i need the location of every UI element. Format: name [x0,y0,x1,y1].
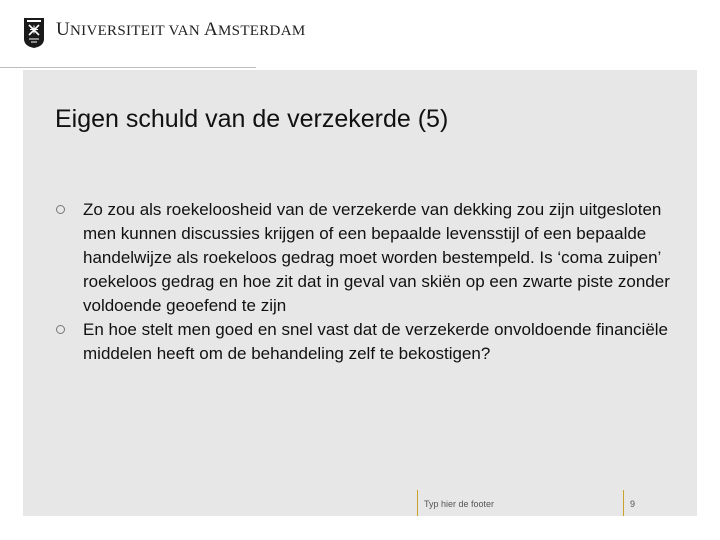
university-crest-icon [23,17,45,49]
list-item [55,198,675,318]
bullet-list [55,198,675,366]
bullet-text: Zo zou als roekeloosheid van de verzekerde van dekking zou zijn uitgesloten men kunnen discussies krijgen of een bepaalde levensstijl of een bepaalde handelwijze als roekeloos gedrag moet worden bestempeld. Is ‘coma zuipen’ roekeloos gedrag en hoe zit dat in geval van skiën op een zwarte piste zonder voldoende geoefend te zijn [83,200,670,315]
slide-title: Eigen schuld van de verzekerde (5) [55,105,449,133]
page-number: 9 [623,490,635,516]
bullet-text: En hoe stelt men goed en snel vast dat de verzekerde onvoldoende financiële middelen heeft om de behandeling zelf te bekostigen? [83,320,669,363]
bullet-icon [56,205,65,214]
bullet-icon [56,325,65,334]
footer-text: Typ hier de footer [417,490,494,516]
header-divider [0,67,256,68]
list-item [55,318,675,366]
header [0,0,720,68]
slide-body [23,70,697,516]
university-name: UNIVERSITEIT VAN AMSTERDAM [56,19,306,40]
